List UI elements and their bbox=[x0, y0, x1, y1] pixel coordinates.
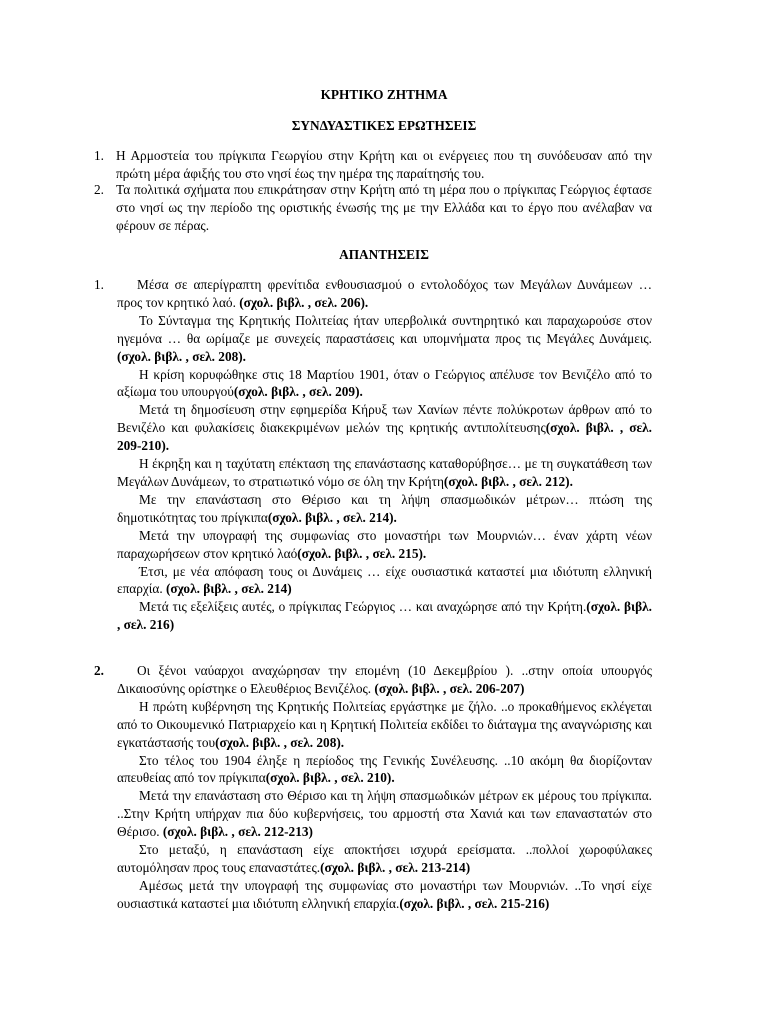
textbook-reference: (σχολ. βιβλ. , σελ. 206-207) bbox=[374, 680, 525, 696]
textbook-reference: (σχολ. βιβλ. , σελ. 212). bbox=[443, 473, 573, 489]
answer-paragraph: Η έκρηξη και η ταχύτατη επέκταση της επανάστασης καταθορύβησε… με τη συγκατάθεση των Μεγάλων Δυνάμεων, το στρατιωτικό νόμο σε όλη την Κρήτη(σχολ. βιβλ. , σελ. 212). bbox=[117, 456, 652, 489]
answer-paragraph: Οι ξένοι ναύαρχοι αναχώρησαν την επομένη (10 Δεκεμβρίου ). ..στην οποία υπουργός Δικαιοσύνης ορίστηκε ο Ελευθέριος Βενιζέλος. (σχολ. βιβλ. , σελ. 206-207) bbox=[117, 663, 652, 696]
textbook-reference: (σχολ. βιβλ. , σελ. 215). bbox=[297, 545, 427, 561]
textbook-reference: (σχολ. βιβλ. , σελ. 216) bbox=[117, 599, 652, 633]
textbook-reference: (σχολ. βιβλ. , σελ. 214) bbox=[166, 581, 292, 597]
answer-paragraph: Μετά τη δημοσίευση στην εφημερίδα Κήρυξ των Χανίων πέντε πολύκροτων άρθρων από το Βενιζέλο και φυλακίσεις διακεκριμένων μελών της κρητικής αντιπολίτευσης(σχολ. βιβλ. , σελ. 209-210). bbox=[117, 402, 652, 454]
textbook-reference: (σχολ. βιβλ. , σελ. 210). bbox=[265, 770, 395, 786]
answer-1-block bbox=[117, 276, 652, 634]
questions-heading: ΣΥΝΔΥΑΣΤΙΚΕΣ ΕΡΩΤΗΣΕΙΣ bbox=[291, 118, 477, 133]
textbook-reference: (σχολ. βιβλ. , σελ. 215-216) bbox=[399, 895, 550, 911]
answer-paragraph: Μετά την επανάσταση στο Θέρισο και τη λήψη σπασμωδικών μέτρων εκ μέρους του πρίγκιπα. ..Στην Κρήτη υπήρχαν πια δύο κυβερνήσεις, του αρμοστή στα Χανιά και των επαναστατών στο Θέρισο. (σχολ. βιβλ. , σελ. 212-213) bbox=[117, 788, 652, 840]
textbook-reference: (σχολ. βιβλ. , σελ. 209-210). bbox=[117, 420, 652, 454]
answer-paragraph: Έτσι, με νέα απόφαση τους οι Δυνάμεις … είχε ουσιαστικά καταστεί μια ιδιότυπη ελληνική επαρχία. (σχολ. βιβλ. , σελ. 214) bbox=[117, 563, 652, 597]
textbook-reference: (σχολ. βιβλ. , σελ. 214). bbox=[267, 509, 397, 525]
answer-paragraph: Μέσα σε απερίγραπτη φρενίτιδα ενθουσιασμού ο εντολοδόχος των Μεγάλων Δυνάμεων … προς τον κρητικό λαό. (σχολ. βιβλ. , σελ. 206). bbox=[117, 277, 652, 310]
answers-heading: ΑΠΑΝΤΗΣΕΙΣ bbox=[339, 247, 429, 262]
answer-paragraph: Με την επανάσταση στο Θέρισο και τη λήψη σπασμωδικών μέτρων… πτώση της δημοτικότητας του πρίγκιπα(σχολ. βιβλ. , σελ. 214). bbox=[117, 491, 652, 525]
answer-2-block bbox=[117, 662, 652, 913]
answer-paragraph: Μετά την υπογραφή της συμφωνίας στο μοναστήρι των Μουρνιών… έναν χάρτη νέων παραχωρήσεων στον κρητικό λαό(σχολ. βιβλ. , σελ. 215). bbox=[117, 527, 652, 561]
answer-paragraph: Στο τέλος του 1904 έληξε η περίοδος της Γενικής Συνέλευσης. ..10 ακόμη θα διορίζονταν απευθείας από τον πρίγκιπα(σχολ. βιβλ. , σελ. 210). bbox=[117, 752, 652, 786]
textbook-reference: (σχολ. βιβλ. , σελ. 208). bbox=[215, 734, 345, 750]
textbook-reference: (σχολ. βιβλ. , σελ. 208). bbox=[117, 348, 247, 364]
answer-paragraph: Η κρίση κορυφώθηκε στις 18 Μαρτίου 1901, όταν ο Γεώργιος απέλυσε τον Βενιζέλο από το αξίωμα του υπουργού(σχολ. βιβλ. , σελ. 209). bbox=[117, 366, 652, 400]
answer-number: 2. bbox=[94, 663, 104, 678]
question-number: 1. bbox=[94, 148, 104, 163]
question-item bbox=[94, 147, 652, 183]
textbook-reference: (σχολ. βιβλ. , σελ. 206). bbox=[239, 294, 369, 310]
textbook-reference: (σχολ. βιβλ. , σελ. 213-214) bbox=[320, 859, 471, 875]
question-number: 2. bbox=[94, 182, 104, 197]
question-item bbox=[94, 181, 652, 235]
document-title: ΚΡΗΤΙΚΟ ΖΗΤΗΜΑ bbox=[320, 87, 448, 102]
answer-paragraph: Αμέσως μετά την υπογραφή της συμφωνίας στο μοναστήρι των Μουρνιών. ..Το νησί είχε ουσιαστικά καταστεί μια ιδιότυπη ελληνική επαρχία.(σχολ. βιβλ. , σελ. 215-216) bbox=[117, 877, 652, 911]
question-text: Η Αρμοστεία του πρίγκιπα Γεωργίου στην Κρήτη και οι ενέργειες που τη συνόδευσαν από την πρώτη μέρα άφιξής του στο νησί έως την ημέρα της παραίτησής του. bbox=[116, 148, 652, 181]
answer-paragraph: Στο μεταξύ, η επανάσταση είχε αποκτήσει ισχυρά ερείσματα. ..πολλοί χωροφύλακες αυτομόλησαν προς τους επαναστάτες.(σχολ. βιβλ. , σελ. 213-214) bbox=[117, 842, 652, 875]
textbook-reference: (σχολ. βιβλ. , σελ. 209). bbox=[233, 384, 363, 400]
question-text: Τα πολιτικά σχήματα που επικράτησαν στην Κρήτη από τη μέρα που ο πρίγκιπας Γεώργιος έφτασε στο νησί ως την περίοδο της οριστικής ένωσής της με την Ελλάδα και το έργο που ανέλαβαν να φέρουν σε πέρας. bbox=[116, 182, 652, 233]
answer-paragraph: Μετά τις εξελίξεις αυτές, ο πρίγκιπας Γεώργιος … και αναχώρησε από την Κρήτη.(σχολ. βιβλ. , σελ. 216) bbox=[117, 599, 652, 633]
answer-paragraph: Η πρώτη κυβέρνηση της Κρητικής Πολιτείας εργάστηκε με ζήλο. ..ο προκαθήμενος εκλέγεται από το Οικουμενικό Πατριαρχείο και η Κρητική Πολιτεία εκδίδει το διάταγμα της αναγνώρισης και εγκατάστασής του(σχολ. βιβλ. , σελ. 208). bbox=[117, 698, 652, 750]
answer-paragraph: Το Σύνταγμα της Κρητικής Πολιτείας ήταν υπερβολικά συντηρητικό και παραχωρούσε στον ηγεμόνα … θα ωρίμαζε με συνεχείς παραστάσεις και υπομνήματα προς τις Μεγάλες Δυνάμεις. (σχολ. βιβλ. , σελ. 208). bbox=[117, 312, 652, 364]
answer-number: 1. bbox=[94, 277, 104, 292]
textbook-reference: (σχολ. βιβλ. , σελ. 212-213) bbox=[162, 824, 313, 840]
